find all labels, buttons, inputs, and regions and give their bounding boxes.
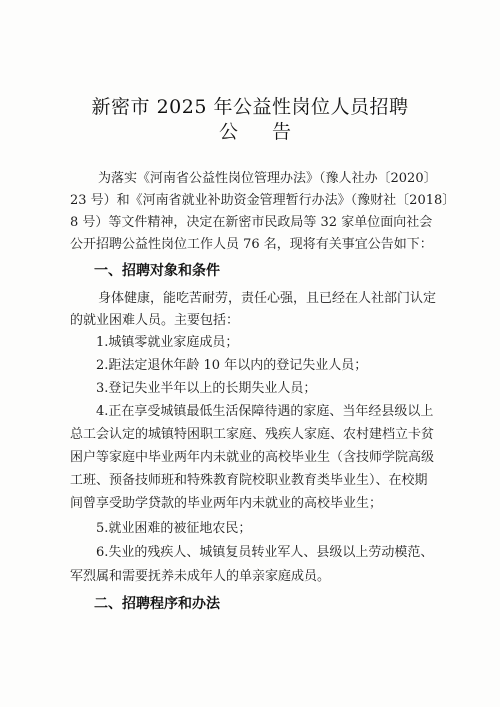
list-item: 2.距法定退休年龄 10 年以内的登记失业人员； xyxy=(96,358,368,373)
paragraph-line: 身体健康，能吃苦耐劳，责任心强，且已经在人社部门认定 xyxy=(98,291,437,306)
list-item: 3.登记失业半年以上的长期失业人员； xyxy=(96,381,317,396)
list-item: 5.就业困难的被征地农民； xyxy=(96,521,252,536)
paragraph-line: 间曾享受助学贷款的毕业两年内未就业的高校毕业生； xyxy=(70,496,383,511)
list-item: 4.正在享受城镇最低生活保障待遇的家庭、当年经县级以上 xyxy=(96,404,434,419)
section-heading: 一、招聘对象和条件 xyxy=(94,263,220,279)
paragraph-line: 军烈属和需要抚养未成年人的单亲家庭成员。 xyxy=(70,569,331,584)
paragraph-line: 困户等家庭中毕业两年内未就业的高校毕业生（含技师学院高级 xyxy=(70,450,435,465)
paragraph-line: 的就业困难人员。主要包括： xyxy=(70,313,240,328)
paragraph-line: 工班、预备技师班和特殊教育院校职业教育类毕业生）、在校期 xyxy=(70,473,428,488)
paragraph-line: 总工会认定的城镇特困职工家庭、残疾人家庭、农村建档立卡贫 xyxy=(70,427,435,442)
paragraph-line: 为落实《河南省公益性岗位管理办法》（豫人社办〔2020〕 xyxy=(98,171,437,186)
document-title: 新密市 2025 年公益性岗位人员招聘 xyxy=(91,96,409,118)
list-item: 1.城镇零就业家庭成员； xyxy=(96,335,239,350)
paragraph-line: 公开招聘公益性岗位工作人员 76 名，现将有关事宜公告如下： xyxy=(70,237,433,252)
document-subtitle: 公 告 xyxy=(218,121,306,143)
section-heading: 二、招聘程序和办法 xyxy=(94,596,220,612)
paragraph-line: 23 号）和《河南省就业补助资金管理暂行办法》（豫财社〔2018〕 xyxy=(70,193,456,208)
paragraph-line: 8 号）等文件精神，决定在新密市民政局等 32 家单位面向社会 xyxy=(70,215,433,230)
list-item: 6.失业的残疾人、城镇复员转业军人、县级以上劳动模范、 xyxy=(96,545,434,560)
